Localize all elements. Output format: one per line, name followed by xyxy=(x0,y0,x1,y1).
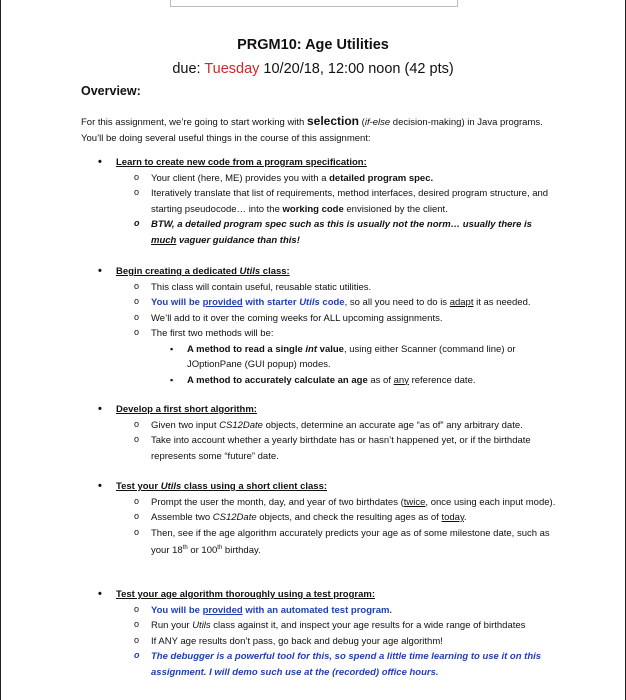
section-heading: • Learn to create new code from a program specification: xyxy=(98,155,558,171)
list-item: o Your client (here, ME) provides you with a detailed program spec. xyxy=(98,171,558,187)
list-item: o Assemble two CS12Date objects, and check the resulting ages as of today. xyxy=(98,510,558,526)
list-item: o BTW, a detailed program spec such as this is usually not the norm… usually there is much vaguer guidance than this! xyxy=(98,217,558,248)
section-heading: • Begin creating a dedicated Utils class: xyxy=(98,264,558,280)
section-heading: • Develop a first short algorithm: xyxy=(98,402,558,418)
page-title: PRGM10: Age Utilities xyxy=(237,37,389,53)
overview-heading: Overview: xyxy=(81,84,141,98)
list-item: o If ANY age results don’t pass, go back and debug your age algorithm! xyxy=(98,634,558,650)
due-date: due: Tuesday 10/20/18, 12:00 noon (42 pts) xyxy=(172,61,454,77)
list-item: o Prompt the user the month, day, and year of two birthdates (twice, once using each input mode). xyxy=(98,495,558,511)
list-item: o Given two input CS12Date objects, determine an accurate age “as of” any arbitrary date. xyxy=(98,418,558,434)
section-test-program xyxy=(98,587,558,680)
list-item: o This class will contain useful, reusable static utilities. xyxy=(98,280,558,296)
previous-page-box xyxy=(170,0,458,7)
list-item: o Take into account whether a yearly birthdate has or hasn’t happened yet, or if the birthdate represents some “future” date. xyxy=(98,433,558,464)
list-item: o You will be provided with an automated test program. xyxy=(98,603,558,619)
overview-intro: For this assignment, we’re going to start working with selection (if-else decision-making) in Java programs. You’ll be doing several useful things in the course of this assignment: xyxy=(81,114,543,144)
list-item: o The first two methods will be: xyxy=(98,326,558,342)
due-day: Tuesday xyxy=(204,61,260,77)
section-program-spec xyxy=(98,155,558,248)
page-border-left xyxy=(0,0,1,700)
section-utils-class xyxy=(98,264,558,388)
list-item: o Run your Utils class against it, and inspect your age results for a wide range of birthdates xyxy=(98,618,558,634)
section-heading: • Test your Utils class using a short client class: xyxy=(98,479,558,495)
section-client-class xyxy=(98,479,558,559)
list-item: ▪ A method to accurately calculate an age as of any reference date. xyxy=(98,373,558,389)
section-short-algorithm xyxy=(98,402,558,464)
list-item: o Iteratively translate that list of requirements, method interfaces, desired program structure, and starting pseudocode… into the working code envisioned by the client. xyxy=(98,186,558,217)
list-item: o Then, see if the age algorithm accurately predicts your age as of some milestone date, such as your 18th or 100th birthday. xyxy=(98,526,558,559)
list-item: o The debugger is a powerful tool for this, so spend a little time learning to use it on this assignment. I will demo such use at the (recorded) office hours. xyxy=(98,649,558,680)
section-heading: • Test your age algorithm thoroughly using a test program: xyxy=(98,587,558,603)
list-item: o We’ll add to it over the coming weeks for ALL upcoming assignments. xyxy=(98,311,558,327)
list-item: ▪ A method to read a single int value, using either Scanner (command line) or JOptionPane (GUI popup) modes. xyxy=(98,342,558,373)
list-item: o You will be provided with starter Utils code, so all you need to do is adapt it as needed. xyxy=(98,295,558,311)
